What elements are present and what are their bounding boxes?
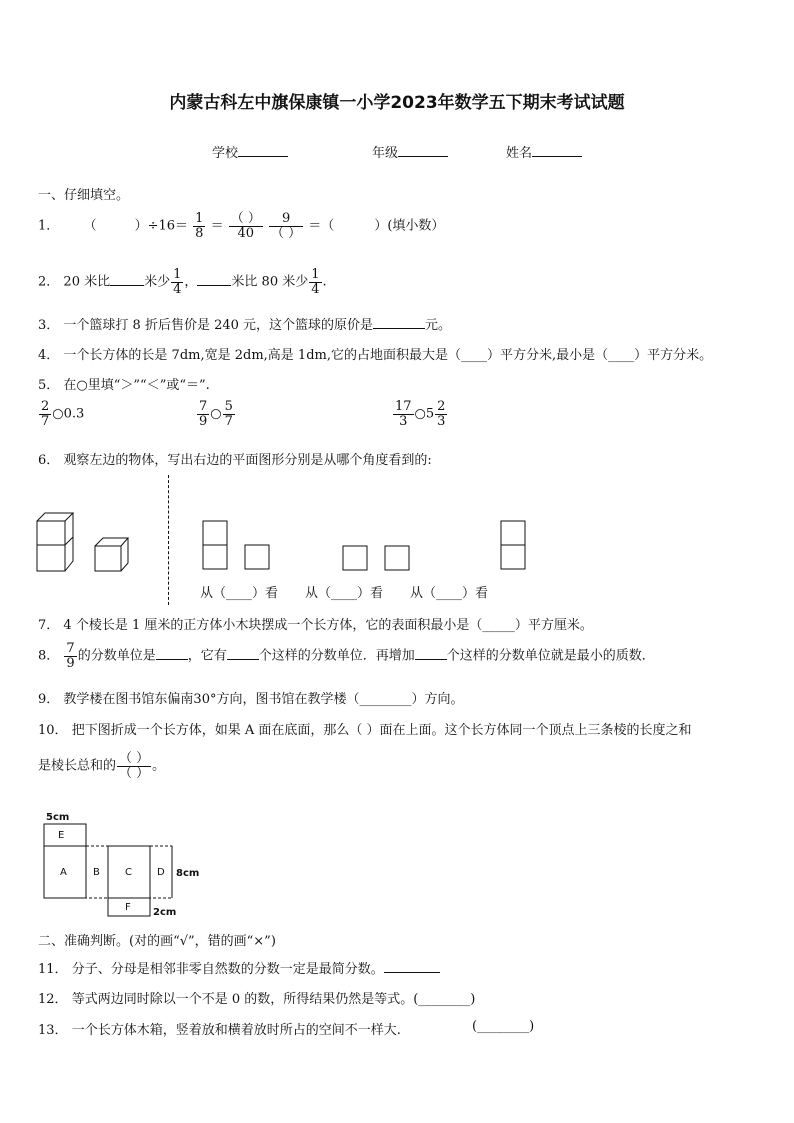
fraction: $\frac{9}{( )}$: [271, 211, 302, 241]
stacked-cubes-figure: [36, 510, 76, 574]
net-bottom-label: 2cm: [153, 907, 177, 918]
grade-label: 年级: [372, 146, 399, 161]
fraction: $\frac{1}{4}$: [311, 267, 320, 297]
net-face-b: B: [93, 867, 100, 878]
question-6: 6． 观察左边的物体，写出右边的平面图形分别是从哪个角度看到的:: [38, 453, 432, 468]
net-right-label: 8cm: [176, 868, 200, 879]
net-face-a: A: [60, 867, 67, 878]
question-10-cont: 是棱长总和的 $\frac{( )}{( )}$ 。: [38, 751, 166, 781]
question-13-answer[interactable]: (________): [472, 1019, 535, 1034]
view-label-3: 从（____）看: [410, 586, 489, 601]
question-11: 11． 分子、分母是相邻非零自然数的分数一定是最简分数。: [38, 958, 440, 977]
section-1-heading: 一、仔细填空。: [38, 188, 130, 203]
fraction: $\frac{1}{4}$: [173, 267, 182, 297]
grade-field[interactable]: [372, 142, 448, 161]
net-top-label: 5cm: [46, 812, 70, 823]
question-5: 5． 在○里填“＞”“＜”或“＝”.: [38, 378, 210, 393]
fraction: $\frac{( )}{( )}$: [119, 751, 150, 781]
view-label-1: 从（____）看: [200, 586, 279, 601]
question-1: 1． （ ）÷16＝ $\frac{1}{8}$ ＝ $\frac{( )}{40}$ $\frac{9}{( )}$ ＝（ ）(填小数）: [38, 211, 445, 241]
compare-item-1: $\frac{2}{7}$ ○0.3: [41, 399, 85, 429]
name-label: 姓名: [506, 146, 533, 161]
view-shape-2: [342, 545, 412, 572]
net-face-e: E: [58, 830, 65, 841]
page-title: 内蒙古科左中旗保康镇一小学2023年数学五下期末考试试题: [169, 93, 625, 113]
fraction: $\frac{( )}{40}$: [230, 211, 261, 241]
question-4: 4． 一个长方体的长是 7dm,宽是 2dm,高是 1dm,它的占地面积最大是（____）平方分米,最小是（____）平方分米。: [38, 348, 713, 363]
question-10: 10． 把下图折成一个长方体，如果 A 面在底面，那么（ ）面在上面。这个长方体同一个顶点上三条棱的长度之和: [38, 723, 692, 738]
question-8: 8． $\frac{7}{9}$ 的分数单位是 ，它有 个这样的分数单位．再增加 个这样的分数单位就是最小的质数．: [38, 641, 655, 671]
compare-item-3: $\frac{17}{3}$ ○5 $\frac{2}{3}$: [395, 399, 446, 429]
question-2: 2． 20 米比 米少 $\frac{1}{4}$ ， 米比 80 米少 $\frac{1}{4}$ .: [38, 267, 327, 297]
net-face-c: C: [125, 867, 132, 878]
school-label: 学校: [212, 146, 239, 161]
question-13: 13． 一个长方体木箱，竖着放和横着放时所占的空间不一样大.: [38, 1023, 401, 1038]
section-2-heading: 二、准确判断。(对的画“√”，错的画“×”): [38, 934, 276, 949]
question-3: 3． 一个篮球打 8 折后售价是 240 元，这个篮球的原价是 元。: [38, 318, 452, 333]
compare-item-2: $\frac{7}{9}$ ○ $\frac{5}{7}$: [199, 399, 233, 429]
net-face-d: D: [157, 867, 165, 878]
question-9: 9． 教学楼在图书馆东偏南30°方向，图书馆在教学楼（________）方向。: [38, 692, 464, 707]
net-face-f: F: [125, 902, 131, 913]
name-field[interactable]: [506, 142, 582, 161]
fraction: $\frac{7}{9}$: [66, 641, 75, 671]
question-7: 7． 4 个棱长是 1 厘米的正方体小木块摆成一个长方体，它的表面积最小是（_____）平方厘米。: [38, 618, 593, 633]
view-label-2: 从（____）看: [305, 586, 384, 601]
single-cube-figure: [94, 536, 130, 574]
question-12: 12． 等式两边同时除以一个不是 0 的数，所得结果仍然是等式。(________): [38, 992, 476, 1007]
view-shape-3: [500, 520, 528, 572]
divider-line: [168, 475, 169, 605]
view-shape-1: [202, 520, 272, 572]
box-net-figure: [38, 808, 218, 920]
school-field[interactable]: [212, 142, 288, 161]
fraction: $\frac{1}{8}$: [195, 211, 204, 241]
